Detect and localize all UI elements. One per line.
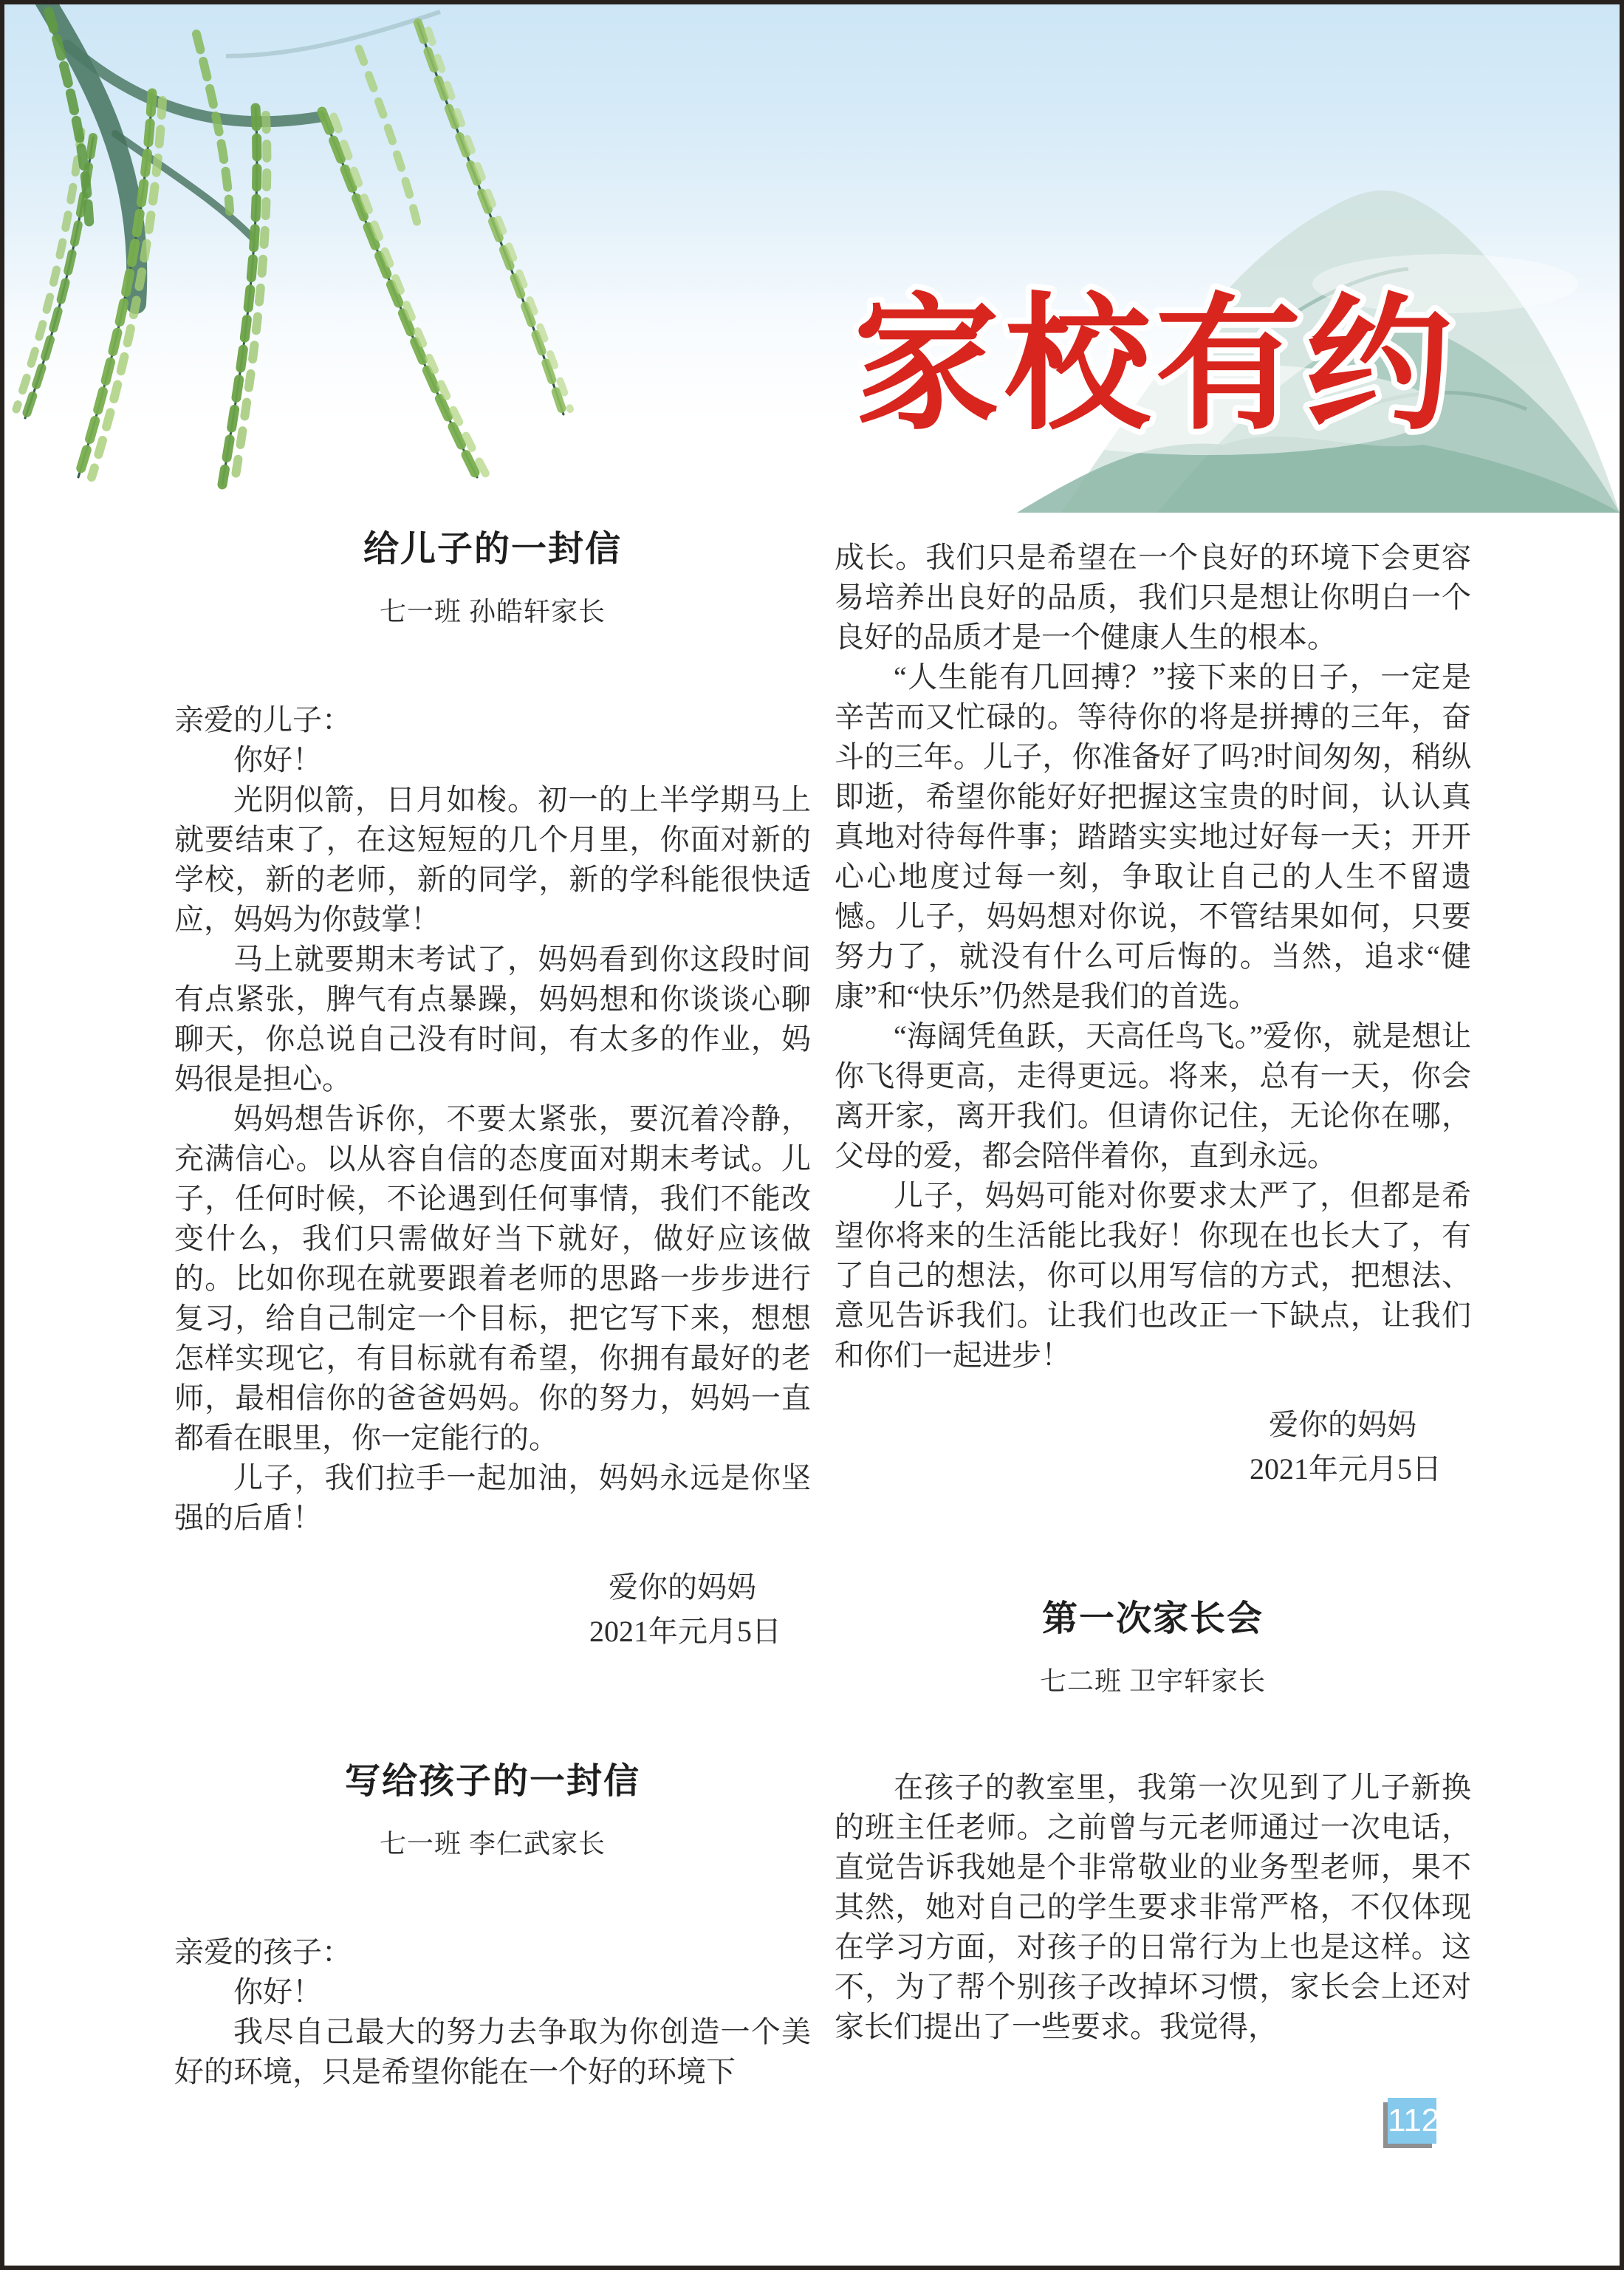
paragraph: 在孩子的教室里，我第一次见到了儿子新换的班主任老师。之前曾与元老师通过一次电话，直觉告诉我她是个非常敬业的业务型老师，果不其然，她对自己的学生要求非常严格，不仅体现在学习方面，对孩子的日常行为上也是这样。这不，为了帮个别孩子改掉坏习惯，家长会上还对家长们提出了一些要求。我觉得， <box>835 1771 1471 2043</box>
willow-branches-illustration <box>4 4 580 492</box>
article-byline: 七一班 李仁武家长 <box>379 1829 606 1859</box>
paragraph: 你好！ <box>233 1975 322 2009</box>
paragraph: 马上就要期末考试了，妈妈看到你这段时间有点紧张，脾气有点暴躁，妈妈想和你谈谈心聊聊天，你总说自己没有时间，有太多的作业，妈妈很是担心。 <box>174 943 811 1095</box>
paragraph: 妈妈想告诉你，不要太紧张，要沉着冷静，充满信心。以从容自信的态度面对期末考试。儿子，任何时候，不论遇到任何事情，我们不能改变什么，我们只需做好当下就好，做好应该做的。比如你现在就要跟着老师的思路一步步进行复习，给自己制定一个目标，把它写下来，想想怎样实现它，有目标就有希望，你拥有最好的老师，最相信你的爸爸妈妈。你的努力，妈妈一直都看在眼里，你一定能行的。 <box>174 1102 811 1454</box>
paragraph: 我尽自己最大的努力去争取为你创造一个美好的环境，只是希望你能在一个好的环境下 <box>174 2015 811 2088</box>
masthead-title <box>845 239 1539 483</box>
signature-date: 2021年元月5日 <box>1250 1452 1442 1486</box>
paragraph: 儿子，我们拉手一起加油，妈妈永远是你坚强的后盾！ <box>174 1461 811 1534</box>
paragraph: 光阴似箭，日月如梭。初一的上半学期马上就要结束了，在这短短的几个月里，你面对新的学校，新的老师，新的同学，新的学科能很快适应，妈妈为你鼓掌！ <box>174 783 811 936</box>
signature-date: 2021年元月5日 <box>589 1615 781 1648</box>
paragraph: 你好！ <box>233 743 322 776</box>
column-left <box>174 529 811 2092</box>
masthead-title-text: 家校有约 <box>854 279 1456 450</box>
letter-salutation: 亲爱的儿子： <box>174 703 352 736</box>
paragraph: 儿子，妈妈可能对你要求太严了，但都是希望你将来的生活能比我好！你现在也长大了，有了自己的想法，你可以用写信的方式，把想法、意见告诉我们。让我们也改正一下缺点，让我们和你们一起进步！ <box>835 1179 1471 1372</box>
article-byline: 七二班 卫宇轩家长 <box>1039 1666 1266 1696</box>
paragraph-continuation: 成长。我们只是希望在一个良好的环境下会更容易培养出良好的品质，我们只是想让你明白一个良好的品质才是一个健康人生的根本。 <box>835 541 1471 654</box>
article-byline: 七一班 孙皓轩家长 <box>379 597 606 626</box>
paragraph: “人生能有几回搏？”接下来的日子，一定是辛苦而又忙碌的。等待你的将是拼搏的三年，奋斗的三年。儿子，你准备好了吗?时间匆匆，稍纵即逝，希望你能好好把握这宝贵的时间，认认真真地对待每件事；踏踏实实地过好每一天；开开心心地度过每一刻，争取让自己的人生不留遗憾。儿子，妈妈想对你说，不管结果如何，只要努力了，就没有什么可后悔的。当然，追求“健康”和“快乐”仍然是我们的首选。 <box>835 660 1471 1013</box>
article-title: 第一次家长会 <box>1041 1599 1264 1638</box>
signature-name: 爱你的妈妈 <box>1269 1408 1416 1441</box>
letter-salutation: 亲爱的孩子： <box>174 1935 352 1969</box>
column-right <box>835 538 1471 2047</box>
article-title: 写给孩子的一封信 <box>344 1762 640 1801</box>
signature-name: 爱你的妈妈 <box>609 1570 756 1604</box>
article-title: 给儿子的一封信 <box>363 530 622 569</box>
paragraph: “海阔凭鱼跃，天高任鸟飞。”爱你，就是想让你飞得更高，走得更远。将来，总有一天，你会离开家，离开我们。但请你记住，无论你在哪，父母的爱，都会陪伴着你，直到永远。 <box>835 1019 1471 1172</box>
page-number-badge: 112 <box>1388 2098 1436 2144</box>
